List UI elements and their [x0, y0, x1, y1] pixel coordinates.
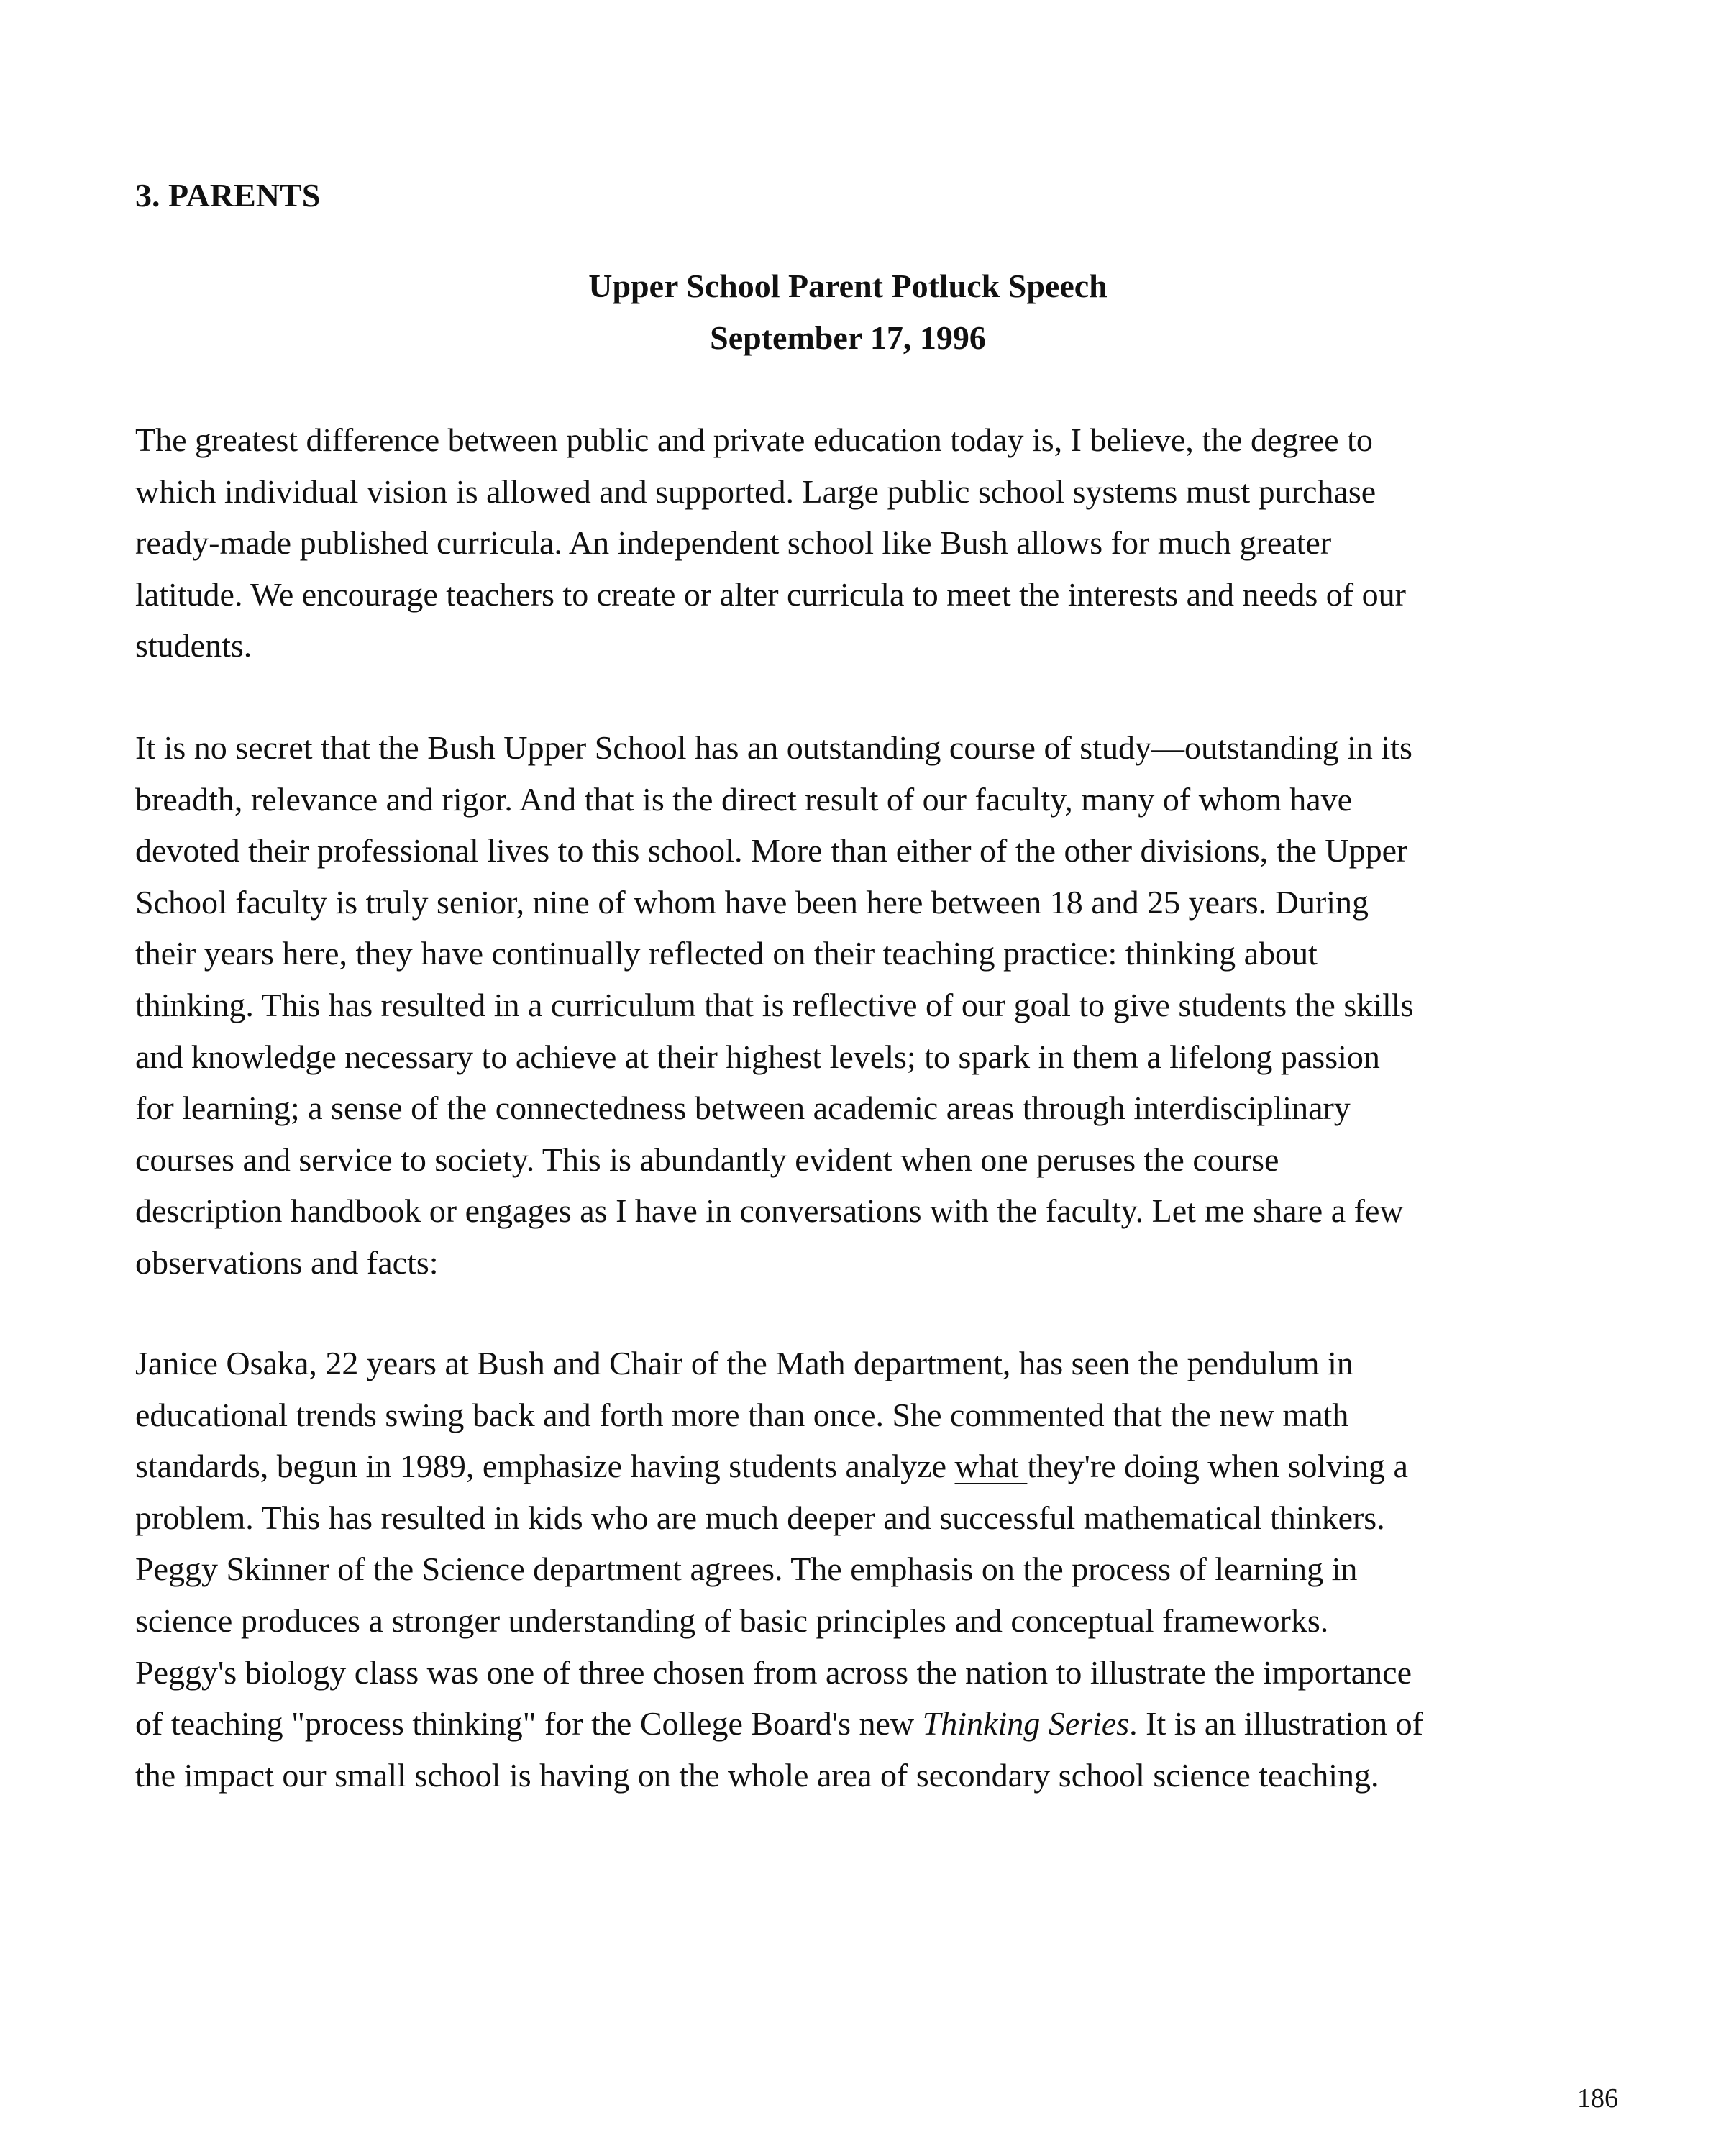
paragraph-line: Peggy's biology class was one of three chosen from across the nation to illustrate the importance	[135, 1653, 1412, 1691]
paragraph-line: for learning; a sense of the connectedness between academic areas through interdisciplinary	[135, 1090, 1351, 1127]
paragraph-line: Janice Osaka, 22 years at Bush and Chair of the Math department, has seen the pendulum in	[135, 1345, 1353, 1381]
text-run: standards, begun in 1989, emphasize having students analyze	[135, 1448, 955, 1485]
speech-title: Upper School Parent Potluck Speech	[588, 268, 1108, 304]
paragraph-public-private	[135, 414, 1631, 672]
paragraph-line: devoted their professional lives to this school. More than either of the other divisions, the Upper	[135, 832, 1408, 869]
paragraph-line: problem. This has resulted in kids who are much deeper and successful mathematical thinkers.	[135, 1499, 1385, 1536]
paragraph-teachers	[135, 1338, 1631, 1801]
speech-title-block	[0, 260, 1696, 364]
paragraph-line: which individual vision is allowed and supported. Large public school systems must purchase	[135, 472, 1376, 510]
page-number: 186	[1577, 2083, 1618, 2114]
paragraph-line: It is no secret that the Bush Upper School has an outstanding course of study—outstanding in its	[135, 729, 1412, 766]
speech-date: September 17, 1996	[710, 319, 986, 356]
section-heading: 3. PARENTS	[135, 177, 321, 214]
paragraph-line: The greatest difference between public and private education today is, I believe, the degree to	[135, 421, 1373, 458]
paragraph-line	[135, 1698, 1631, 1750]
paragraph-line: the impact our small school is having on the whole area of secondary school science teaching.	[135, 1756, 1379, 1794]
paragraph-line: students.	[135, 627, 252, 664]
paragraph-line: latitude. We encourage teachers to create or alter curricula to meet the interests and needs of our	[135, 575, 1406, 613]
paragraph-line: educational trends swing back and forth more than once. She commented that the new math	[135, 1396, 1349, 1433]
italic-title: Thinking Series	[922, 1705, 1130, 1742]
paragraph-line: School faculty is truly senior, nine of whom have been here between 18 and 25 years. During	[135, 883, 1369, 921]
paragraph-line: ready-made published curricula. An independent school like Bush allows for much greater	[135, 524, 1332, 562]
paragraph-line: science produces a stronger understanding of basic principles and conceptual frameworks.	[135, 1602, 1329, 1639]
paragraph-line: Peggy Skinner of the Science department agrees. The emphasis on the process of learning in	[135, 1550, 1358, 1588]
paragraph-line: their years here, they have continually reflected on their teaching practice: thinking about	[135, 935, 1318, 972]
paragraph-line: and knowledge necessary to achieve at their highest levels; to spark in them a lifelong passion	[135, 1038, 1380, 1075]
text-run: . It is an illustration of	[1129, 1705, 1423, 1742]
paragraph-faculty	[135, 722, 1631, 1289]
paragraph-line: thinking. This has resulted in a curriculum that is reflective of our goal to give students the skills	[135, 986, 1414, 1023]
underlined-word: what	[954, 1448, 1028, 1485]
paragraph-line: breadth, relevance and rigor. And that is the direct result of our faculty, many of whom have	[135, 780, 1353, 818]
paragraph-line: description handbook or engages as I have in conversations with the faculty. Let me share a few	[135, 1192, 1404, 1230]
paragraph-line	[135, 1440, 1631, 1492]
text-run: they're doing when solving a	[1027, 1448, 1408, 1485]
paragraph-line: courses and service to society. This is abundantly evident when one peruses the course	[135, 1141, 1279, 1178]
text-run: of teaching "process thinking" for the College Board's new	[135, 1705, 923, 1742]
paragraph-line: observations and facts:	[135, 1243, 439, 1281]
